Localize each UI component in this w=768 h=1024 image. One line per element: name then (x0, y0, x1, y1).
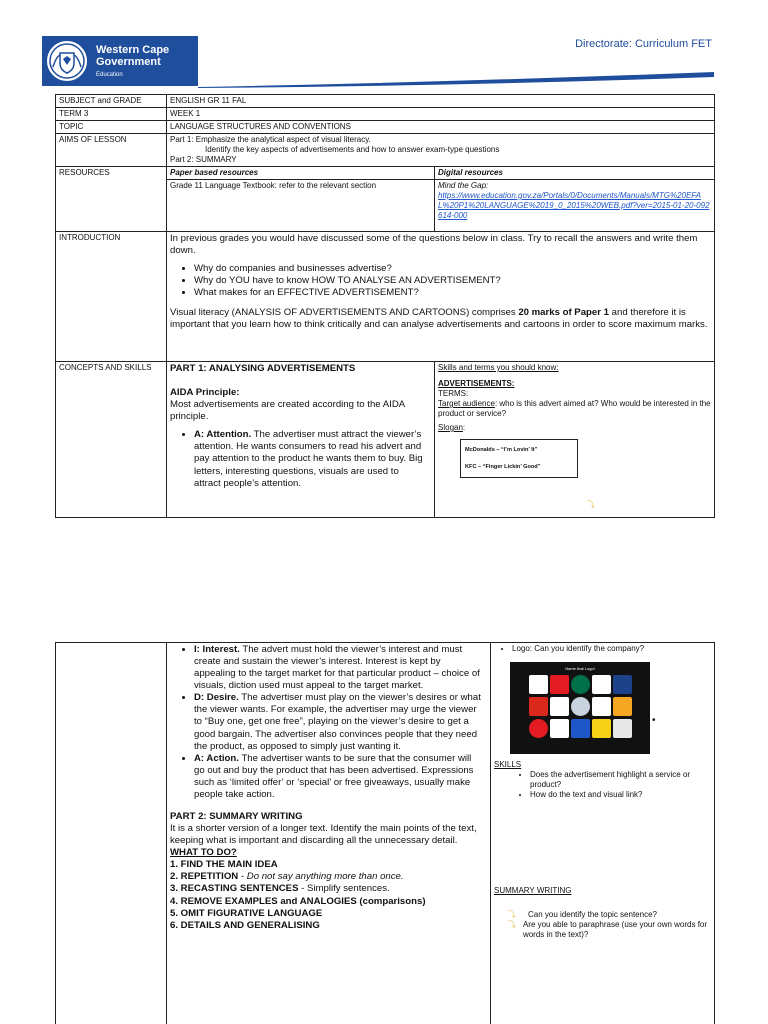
starbucks-logo-icon (571, 675, 590, 694)
part1-heading: PART 1: ANALYSING ADVERTISEMENTS (170, 363, 356, 374)
skills-label: SKILLS (494, 760, 522, 769)
summary-writing-label: SUMMARY WRITING (494, 886, 572, 895)
summary-list (508, 910, 711, 940)
intro-paragraph: In previous grades you would have discussed some of the questions below in class. Try to recall the answers and write them down. (170, 233, 698, 257)
paper-resources-heading: Paper based resources (167, 167, 435, 180)
intro-questions (170, 263, 711, 299)
header-swoosh (198, 70, 714, 88)
summary-item (508, 920, 711, 940)
aida-attention (194, 429, 426, 489)
terms-label: TERMS: (438, 389, 469, 398)
digital-resources-heading: Digital resources (435, 167, 715, 180)
logo-question-list (494, 644, 711, 654)
gov-name-line1: Western Cape (96, 43, 170, 56)
slogan-row: Slogan: (438, 423, 466, 432)
interest-term: I: Interest. (194, 644, 240, 655)
summary-item-text: Can you identify the topic sentence? (528, 910, 657, 919)
slogan-kfc: KFC – “Finger Lickin’ Good” (465, 463, 541, 470)
step-2 (170, 871, 482, 883)
target-audience (438, 399, 711, 419)
action-term: A: Action. (194, 752, 239, 764)
step-3-text: - Simplify sentences. (298, 883, 390, 895)
slogan-label: Slogan (438, 423, 463, 432)
coca-cola-logo-icon (550, 675, 569, 694)
digital-resources-cell (435, 180, 715, 232)
skills-item: • How do the text and visual link? (530, 790, 711, 800)
aida-list (170, 429, 426, 489)
target-logo-icon (529, 719, 548, 738)
apple-logo-icon (613, 719, 632, 738)
paper-resources-value: Grade 11 Language Textbook: refer to the relevant section (167, 180, 435, 232)
windows-logo-icon (613, 697, 632, 716)
gov-dept: Education (96, 71, 123, 78)
step-5: 5. OMIT FIGURATIVE LANGUAGE (170, 907, 323, 919)
aida-interest (194, 644, 482, 692)
desire-text: The advertiser must play on the viewer’s desires or what the viewer wants. For example, the advertiser may urge the viewer to “Buy one, get one free”, playing on the viewer’s desire to get a good bargain. The advertiser also convinces people that they need the product, as opposed to simply just wanting it. (194, 692, 481, 752)
concepts-label: CONCEPTS AND SKILLS (56, 362, 167, 518)
interest-text: The advert must hold the viewer’s interest and must create and sustain the viewer’s interest. Interest is kept by appealing to the target market for that particular product – choice of visuals, diction used must appeal to the target market. (194, 644, 480, 692)
name-that-logo-image (510, 662, 650, 754)
target-audience-term: Target audience (438, 399, 495, 408)
subject-label: SUBJECT and GRADE (56, 95, 167, 108)
summary-item-text: Are you able to paraphrase (use your own words for words in the text)? (522, 920, 708, 939)
adidas-logo-icon (529, 675, 548, 694)
aims-line2: Identify the key aspects of advertisements and how to answer exam-type questions (205, 145, 500, 154)
intro-question: • Why do YOU have to know HOW TO ANALYSE AN ADVERTISEMENT? (194, 275, 711, 287)
target-audience-text: : who is this advert aimed at? Who would be interested in the product or service? (438, 399, 711, 418)
chanel-logo-icon (550, 719, 569, 738)
aida-action (194, 753, 482, 801)
slogan-box (460, 439, 578, 478)
step-1: 1. FIND THE MAIN IDEA (170, 859, 278, 871)
step-3 (170, 883, 482, 895)
step-2-title: 2. REPETITION (170, 871, 239, 883)
term-value: WEEK 1 (167, 108, 715, 121)
aims-line3: Part 2: SUMMARY (170, 155, 237, 164)
concepts-main-cell (167, 362, 435, 518)
step-2-text: - Do not say anything more than once. (238, 871, 404, 883)
mcdonalds-logo-icon (529, 697, 548, 716)
nike-logo-icon (592, 697, 611, 716)
dominos-logo-icon (571, 719, 590, 738)
logo-image-caption: Name that Logo! (565, 666, 595, 671)
li-ning-logo-icon (550, 697, 569, 716)
aims-label: AIMS OF LESSON (56, 134, 167, 167)
summary-item (508, 910, 711, 920)
term-label: TERM 3 (56, 108, 167, 121)
aida-desire (194, 692, 482, 752)
mind-the-gap-link[interactable]: https://www.education.gov.za/Portals/0/Documents/Manuals/MTG%20EFAL%20P1%20LANGUAGE%2019_0_2015%20WEB.pdf?ver=2015-01-20-092614-000 (438, 191, 710, 220)
attention-term: A: Attention. (194, 429, 252, 441)
subject-value: ENGLISH GR 11 FAL (167, 95, 715, 108)
empty-label-cell (56, 643, 167, 1024)
lesson-table-page2 (55, 642, 715, 1024)
nba-logo-icon (613, 675, 632, 694)
concepts-continued-cell (167, 643, 491, 1024)
skills-terms-heading: Skills and terms you should know: (438, 363, 559, 372)
concepts-side-cell (435, 362, 715, 518)
step-4: 4. REMOVE EXAMPLES and ANALOGIES (comparisons) (170, 895, 426, 907)
aida-list-continued (170, 644, 482, 801)
directorate-title: Directorate: Curriculum FET (575, 38, 712, 50)
red-logo-icon (592, 675, 611, 694)
aida-intro: Most advertisements are created according to the AIDA principle. (170, 399, 405, 423)
aims-value (167, 134, 715, 167)
lesson-table-page1 (55, 94, 715, 518)
intro-p2-text-end: and therefore it is important that you learn how to think critically and can analyse advertisements and cartoons in order to score maximum marks. (170, 307, 708, 331)
skills-list (494, 770, 711, 800)
skills-item: • Does the advertisement highlight a service or product? (530, 770, 711, 790)
shell-logo-icon (592, 719, 611, 738)
resources-label: RESOURCES (56, 167, 167, 232)
attention-text: The advertiser must attract the viewer’s attention. He wants consumers to read his advert and pay attention to the product he wants them to buy. Big letters, interesting questions, visuals are used to attract people’s attention. (194, 429, 423, 489)
coat-of-arms-icon (44, 38, 90, 84)
mind-the-gap-label: Mind the Gap: (438, 181, 489, 190)
intro-paragraph-2 (170, 307, 711, 331)
desire-term: D: Desire. (194, 692, 239, 704)
what-to-do-heading: WHAT TO DO? (170, 847, 237, 859)
arrow-bullet-icon: ⤵ (508, 910, 516, 919)
intro-p2-text: Visual literacy (ANALYSIS OF ADVERTISEMENTS AND CARTOONS) comprises (170, 307, 519, 319)
slogan-mcdonalds: McDonalds – “I’m Lovin’ It” (465, 447, 538, 453)
wcg-logo (42, 36, 198, 86)
step-6: 6. DETAILS AND GENERALISING (170, 919, 320, 931)
intro-question: • Why do companies and businesses advertise? (194, 263, 711, 275)
arrow-bullet-icon: ⤵ (508, 920, 516, 929)
skills-side-cell (491, 643, 715, 1024)
part2-heading: PART 2: SUMMARY WRITING (170, 811, 303, 823)
advertisements-heading: ADVERTISEMENTS: (438, 379, 515, 388)
topic-value: LANGUAGE STRUCTURES AND CONVENTIONS (167, 121, 715, 134)
intro-p2-marks: 20 marks of Paper 1 (518, 307, 609, 319)
gov-name-line2: Government (96, 55, 161, 68)
arrow-bullet-icon: ⤵ (587, 500, 595, 509)
topic-label: TOPIC (56, 121, 167, 134)
action-text: The advertiser wants to be sure that the consumer will go out and buy the product that has been advertised. Expressions such as ‘limited offer’ or ‘special’ or free giveaways, usually make people take action. (194, 752, 474, 800)
logo-question: • Logo: Can you identify the company? (512, 644, 711, 654)
introduction-label: INTRODUCTION (56, 232, 167, 362)
volkswagen-logo-icon (571, 697, 590, 716)
step-3-title: 3. RECASTING SENTENCES (170, 883, 299, 895)
introduction-cell (167, 232, 715, 362)
aida-heading: AIDA Principle: (170, 387, 240, 399)
aims-line1: Part 1: Emphasize the analytical aspect of visual literacy. (170, 135, 371, 144)
intro-question: • What makes for an EFFECTIVE ADVERTISEMENT? (194, 287, 711, 299)
part2-text: It is a shorter version of a longer text. Identify the main points of the text, keeping what is important and discarding all the unnecessary detail. (170, 823, 477, 847)
bullet-dot: • (652, 715, 656, 726)
